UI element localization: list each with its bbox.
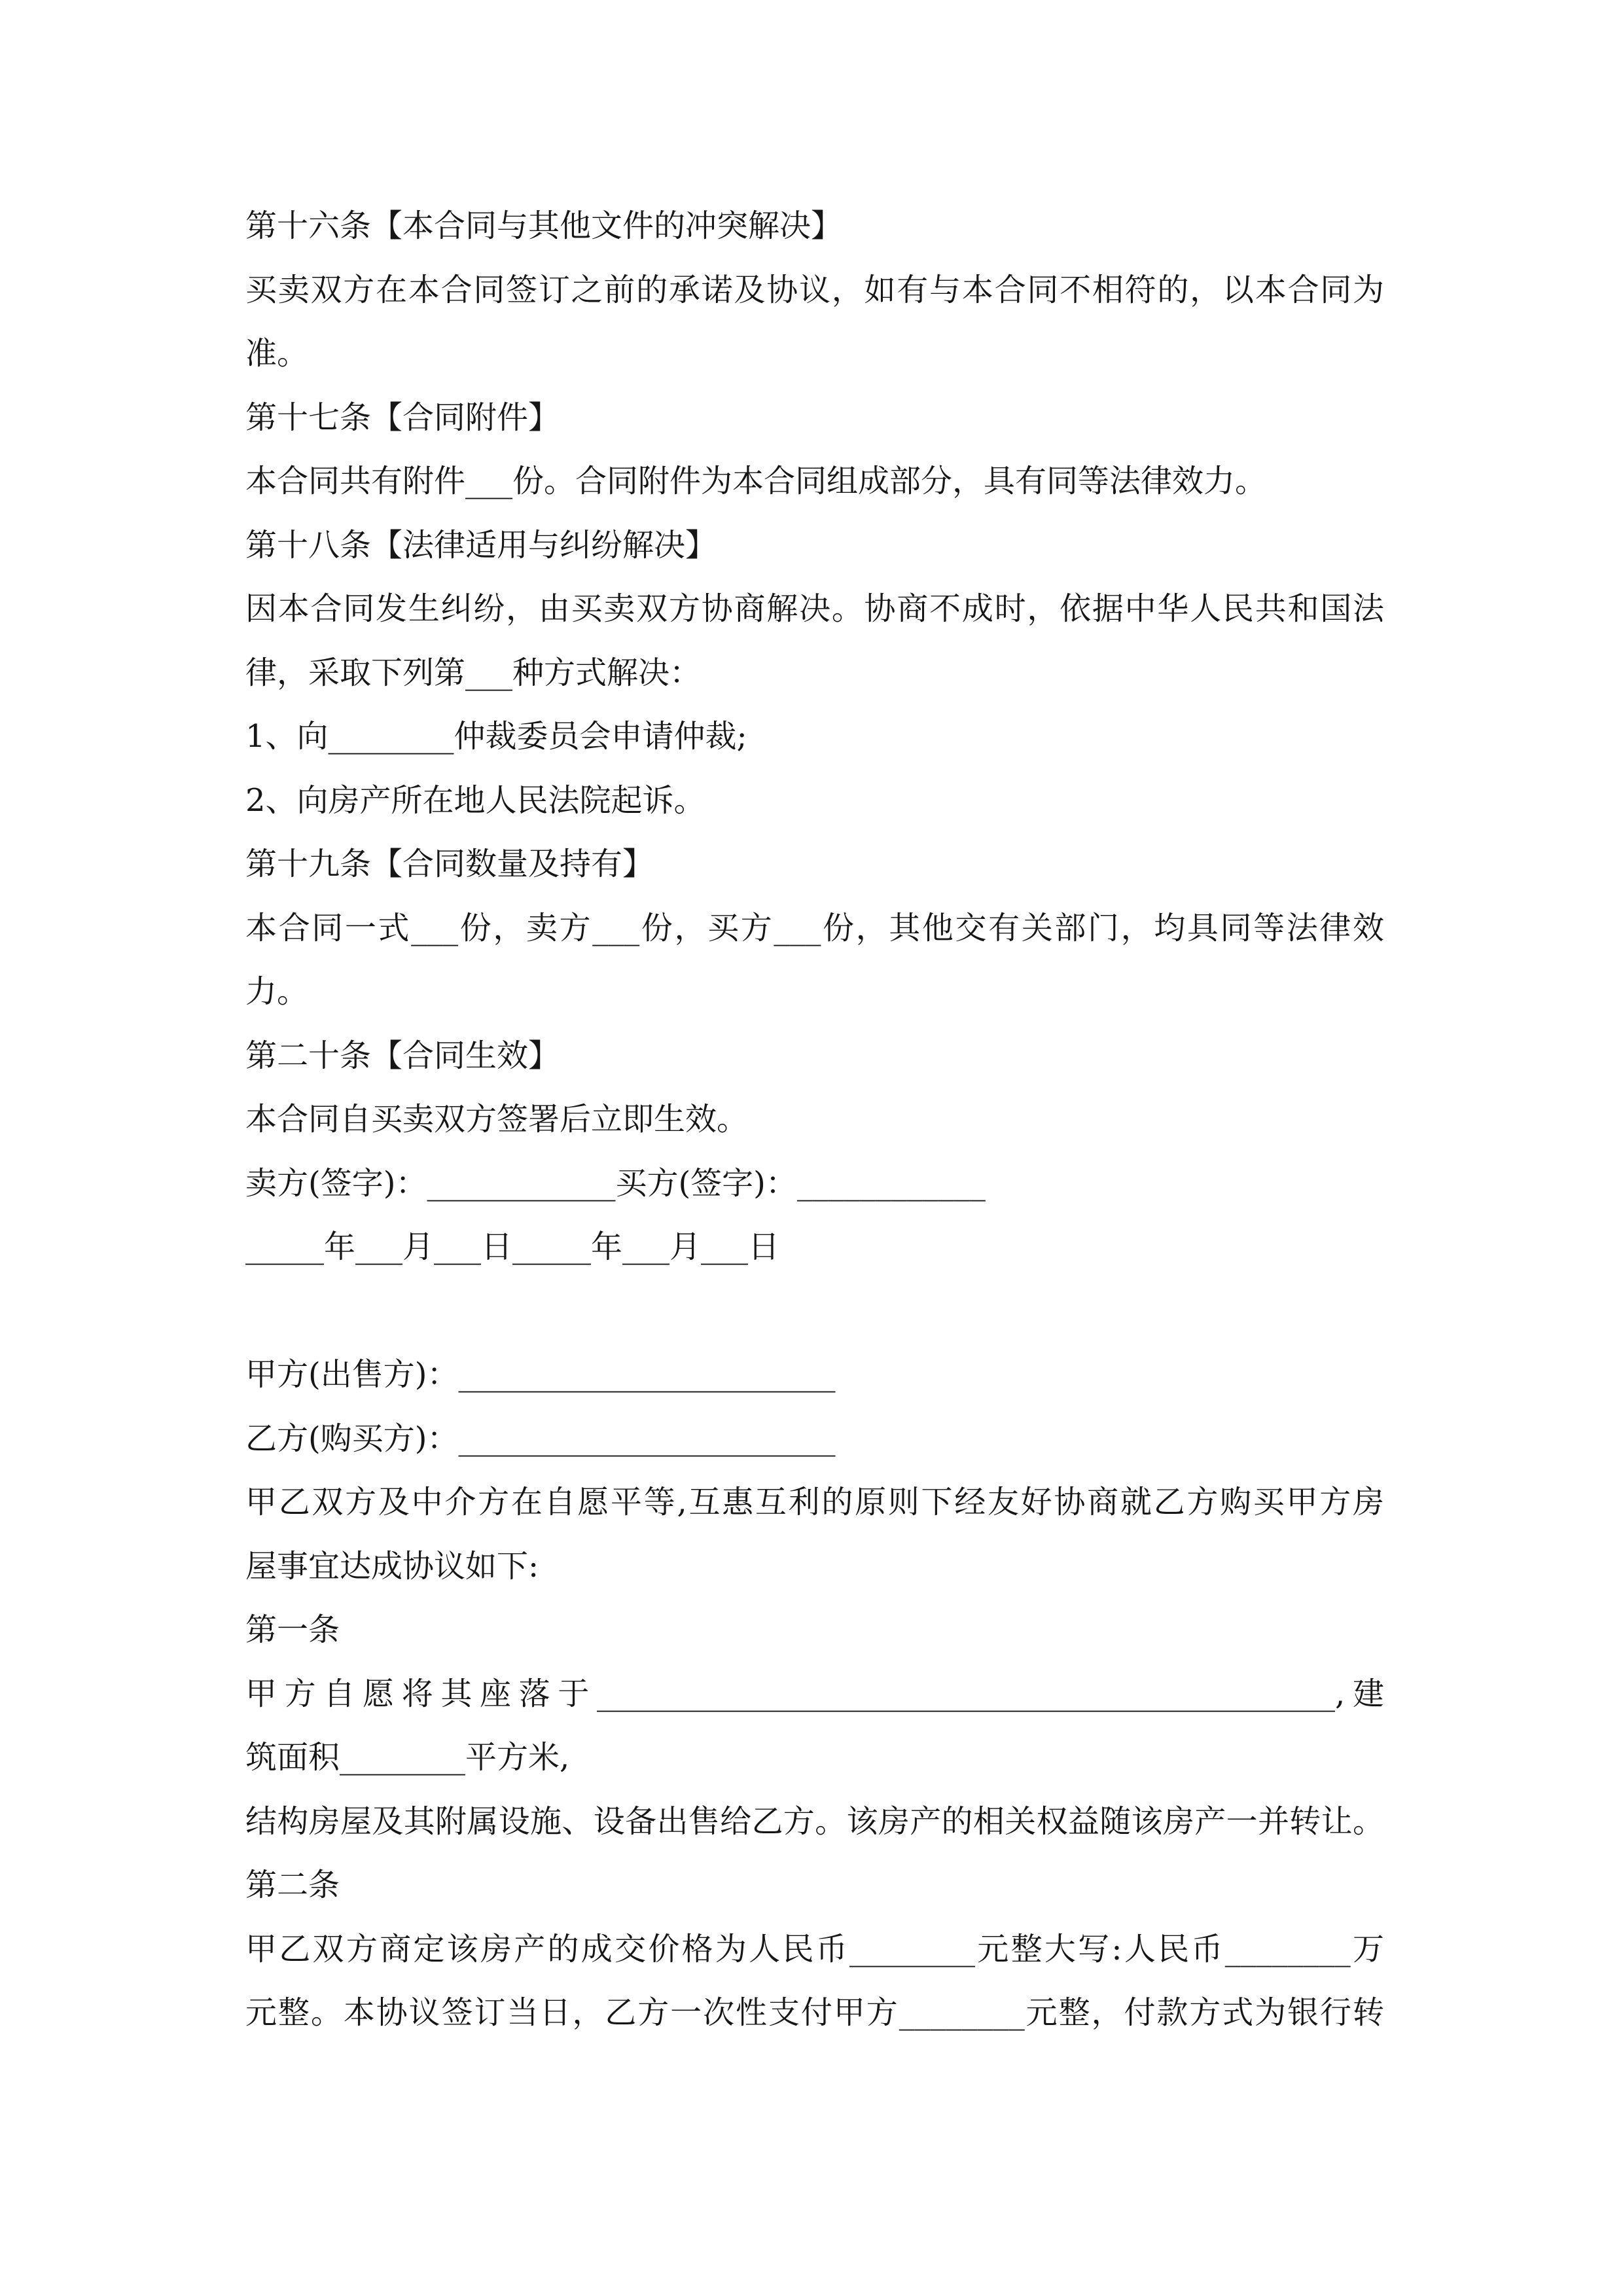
contract-text xyxy=(245,194,1384,2045)
article-2-heading: 第二条 xyxy=(245,1867,340,1903)
agreement-intro-line-1: 甲乙双方及中介方在自愿平等,互惠互利的原则下经友好协商就乙方购买甲方房 xyxy=(245,1484,1384,1520)
article-1-heading: 第一条 xyxy=(245,1611,340,1648)
article-2-text-line-1: 甲乙双方商定该房产的成交价格为人民币________元整大写:人民币________万 xyxy=(245,1930,1384,1967)
article-18-option-2: 2、向房产所在地人民法院起诉。 xyxy=(245,781,705,819)
article-1-text-line-3: 结构房屋及其附属设施、设备出售给乙方。该房产的相关权益随该房产一并转让。 xyxy=(245,1803,1384,1840)
article-2-text-line-2: 元整。本协议签订当日，乙方一次性支付甲方________元整，付款方式为银行转 xyxy=(245,1994,1384,2031)
signature-line: 卖方(签字)：____________买方(签字)：____________ xyxy=(245,1164,986,1202)
article-19-text-line-2: 力。 xyxy=(245,973,309,1010)
article-16-text-line-2: 准。 xyxy=(245,335,309,372)
article-18-option-1: 1、向________仲裁委员会申请仲裁; xyxy=(245,718,747,755)
article-17-heading: 第十七条【合同附件】 xyxy=(245,399,560,436)
article-1-text-line-1: 甲方自愿将其座落于_______________________________________________,建 xyxy=(245,1675,1384,1712)
article-17-text: 本合同共有附件___份。合同附件为本合同组成部分，具有同等法律效力。 xyxy=(245,463,1267,499)
article-19-text-line-1: 本合同一式___份，卖方___份，买方___份，其他交有关部门，均具同等法律效 xyxy=(245,909,1384,946)
article-16-text-line-1: 买卖双方在本合同签订之前的承诺及协议，如有与本合同不相符的，以本合同为 xyxy=(245,271,1384,308)
article-18-text-line-2: 律，采取下列第___种方式解决： xyxy=(245,654,702,691)
article-19-heading: 第十九条【合同数量及持有】 xyxy=(245,846,654,882)
party-a-line: 甲方(出售方)：________________________ xyxy=(245,1356,836,1393)
date-line: _____年___月___日_____年___月___日 xyxy=(245,1229,780,1265)
article-18-text-line-1: 因本合同发生纠纷，由买卖双方协商解决。协商不成时，依据中华人民共和国法 xyxy=(245,590,1384,627)
article-20-heading: 第二十条【合同生效】 xyxy=(245,1037,560,1074)
article-20-text: 本合同自买卖双方签署后立即生效。 xyxy=(245,1101,749,1138)
article-16-heading: 第十六条【本合同与其他文件的冲突解决】 xyxy=(245,207,843,244)
article-1-text-line-2: 筑面积________平方米, xyxy=(245,1739,570,1776)
spacer-line xyxy=(245,1280,1384,1344)
article-18-heading: 第十八条【法律适用与纠纷解决】 xyxy=(245,526,717,564)
agreement-intro-line-2: 屋事宜达成协议如下: xyxy=(245,1547,539,1585)
party-b-line: 乙方(购买方)：________________________ xyxy=(245,1420,836,1457)
